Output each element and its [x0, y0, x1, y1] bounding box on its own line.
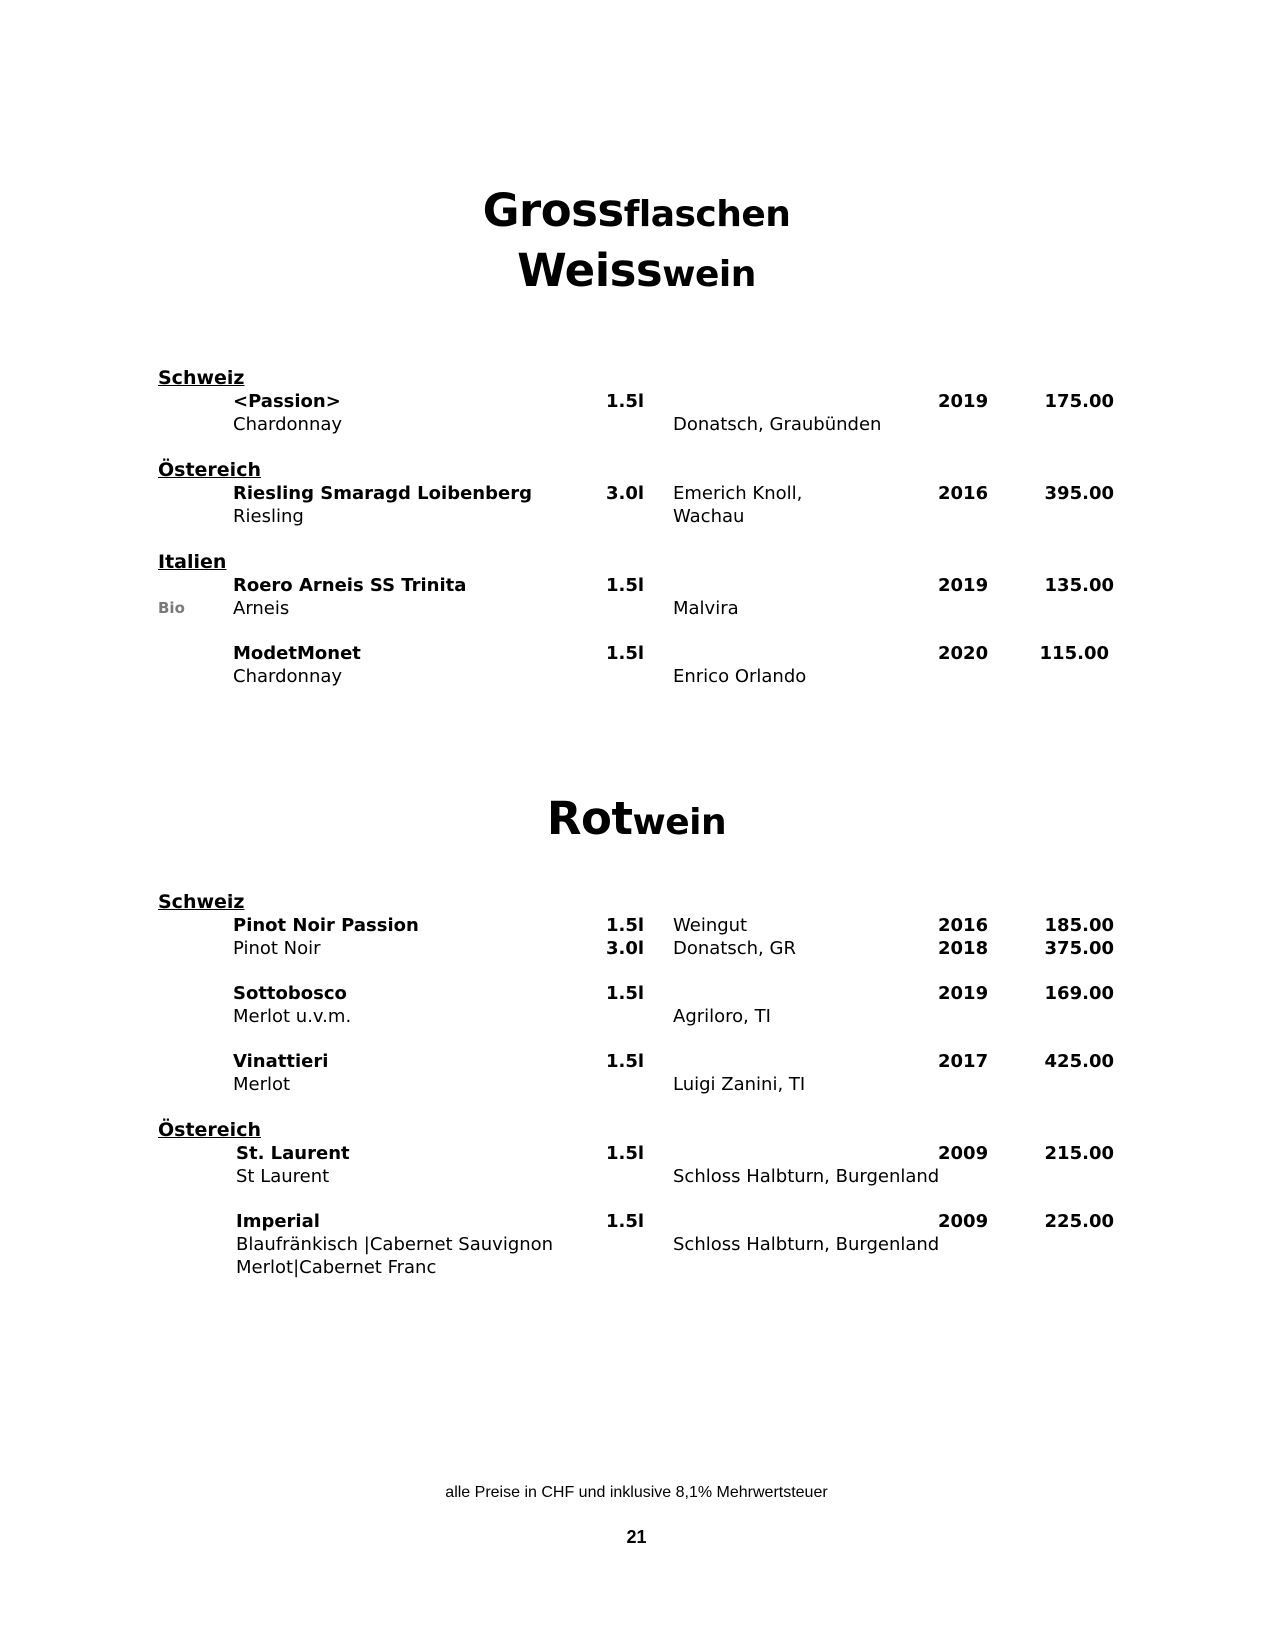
- grape-variety: Chardonnay: [233, 666, 343, 687]
- price: 185.00: [1044, 915, 1114, 936]
- price: 115.00: [1039, 643, 1109, 664]
- price: 225.00: [1044, 1211, 1114, 1232]
- producer-region: Donatsch, GR: [673, 938, 796, 959]
- wine-name: Imperial: [236, 1211, 320, 1232]
- bottle-size: 1.5l: [606, 1143, 645, 1164]
- wine-name: Riesling Smaragd Loibenberg: [233, 483, 532, 504]
- producer: Agriloro, TI: [673, 1006, 771, 1027]
- grape-variety: Merlot: [233, 1074, 291, 1095]
- bottle-size: 3.0l: [606, 483, 645, 504]
- bottle-size: 1.5l: [606, 915, 645, 936]
- vintage: 2016: [938, 915, 989, 936]
- vintage: 2016: [938, 483, 989, 504]
- country-schweiz: Schweiz: [158, 891, 245, 913]
- wine-name: Vinattieri: [233, 1051, 329, 1072]
- producer: Schloss Halbturn, Burgenland: [673, 1166, 940, 1187]
- producer: Schloss Halbturn, Burgenland: [673, 1234, 940, 1255]
- producer: Emerich Knoll,: [673, 483, 803, 504]
- vintage: 2020: [938, 643, 989, 664]
- vintage: 2009: [938, 1211, 989, 1232]
- bio-badge: Bio: [158, 599, 185, 617]
- vintage: 2009: [938, 1143, 989, 1164]
- grape-variety: Arneis: [233, 598, 290, 619]
- price: 175.00: [1044, 391, 1114, 412]
- bottle-size: 1.5l: [606, 1211, 645, 1232]
- wine-name: ModetMonet: [233, 643, 361, 664]
- country-oesterreich: Östereich: [158, 1119, 261, 1141]
- bottle-size: 1.5l: [606, 983, 645, 1004]
- wine-entry: [0, 914, 1273, 960]
- wine-name: <Passion>: [233, 391, 341, 412]
- vintage: 2019: [938, 983, 989, 1004]
- wine-entry: [0, 642, 1273, 688]
- producer-region: Wachau: [673, 506, 745, 527]
- price: 425.00: [1044, 1051, 1114, 1072]
- wine-name: Pinot Noir Passion: [233, 915, 419, 936]
- grape-variety: Merlot u.v.m.: [233, 1006, 352, 1027]
- vintage: 2019: [938, 575, 989, 596]
- wine-entry: [0, 1050, 1273, 1096]
- bottle-size: 1.5l: [606, 391, 645, 412]
- vintage: 2018: [938, 938, 989, 959]
- country-oesterreich: Östereich: [158, 459, 261, 481]
- bottle-size: 1.5l: [606, 575, 645, 596]
- vintage: 2019: [938, 391, 989, 412]
- wine-entry: [0, 1210, 1273, 1279]
- price: 375.00: [1044, 938, 1114, 959]
- price: 215.00: [1044, 1143, 1114, 1164]
- page-number: 21: [626, 1527, 647, 1547]
- wine-entry: [0, 390, 1273, 436]
- country-italien: Italien: [158, 551, 227, 573]
- price: 395.00: [1044, 483, 1114, 504]
- wine-entry: [0, 982, 1273, 1028]
- price: 135.00: [1044, 575, 1114, 596]
- grape-variety: Merlot|Cabernet Franc: [236, 1257, 437, 1278]
- price: 169.00: [1044, 983, 1114, 1004]
- section-weisswein: [0, 366, 1273, 688]
- wine-entry: [0, 1142, 1273, 1188]
- grape-variety: Chardonnay: [233, 414, 343, 435]
- title-grossflaschen: Grossflaschen: [482, 184, 791, 237]
- wine-name: Sottobosco: [233, 983, 347, 1004]
- country-schweiz: Schweiz: [158, 367, 245, 389]
- vat-note: alle Preise in CHF und inklusive 8,1% Mehrwertsteuer: [445, 1484, 828, 1501]
- wine-entry: [0, 574, 1273, 620]
- section-rotwein: [0, 890, 1273, 1279]
- grape-variety: St Laurent: [236, 1166, 330, 1187]
- producer: Luigi Zanini, TI: [673, 1074, 806, 1095]
- heading-weisswein: Weisswein: [517, 244, 756, 297]
- grape-variety: Riesling: [233, 506, 304, 527]
- wine-name: St. Laurent: [236, 1143, 350, 1164]
- vintage: 2017: [938, 1051, 989, 1072]
- heading-rotwein: Rotwein: [546, 792, 727, 845]
- grape-variety: Blaufränkisch |Cabernet Sauvignon: [236, 1234, 554, 1255]
- producer: Donatsch, Graubünden: [673, 414, 882, 435]
- producer: Enrico Orlando: [673, 666, 807, 687]
- bottle-size: 3.0l: [606, 938, 645, 959]
- wine-entry: [0, 482, 1273, 528]
- grape-variety: Pinot Noir: [233, 938, 321, 959]
- producer: Weingut: [673, 915, 748, 936]
- bottle-size: 1.5l: [606, 643, 645, 664]
- bottle-size: 1.5l: [606, 1051, 645, 1072]
- producer: Malvira: [673, 598, 739, 619]
- wine-name: Roero Arneis SS Trinita: [233, 575, 467, 596]
